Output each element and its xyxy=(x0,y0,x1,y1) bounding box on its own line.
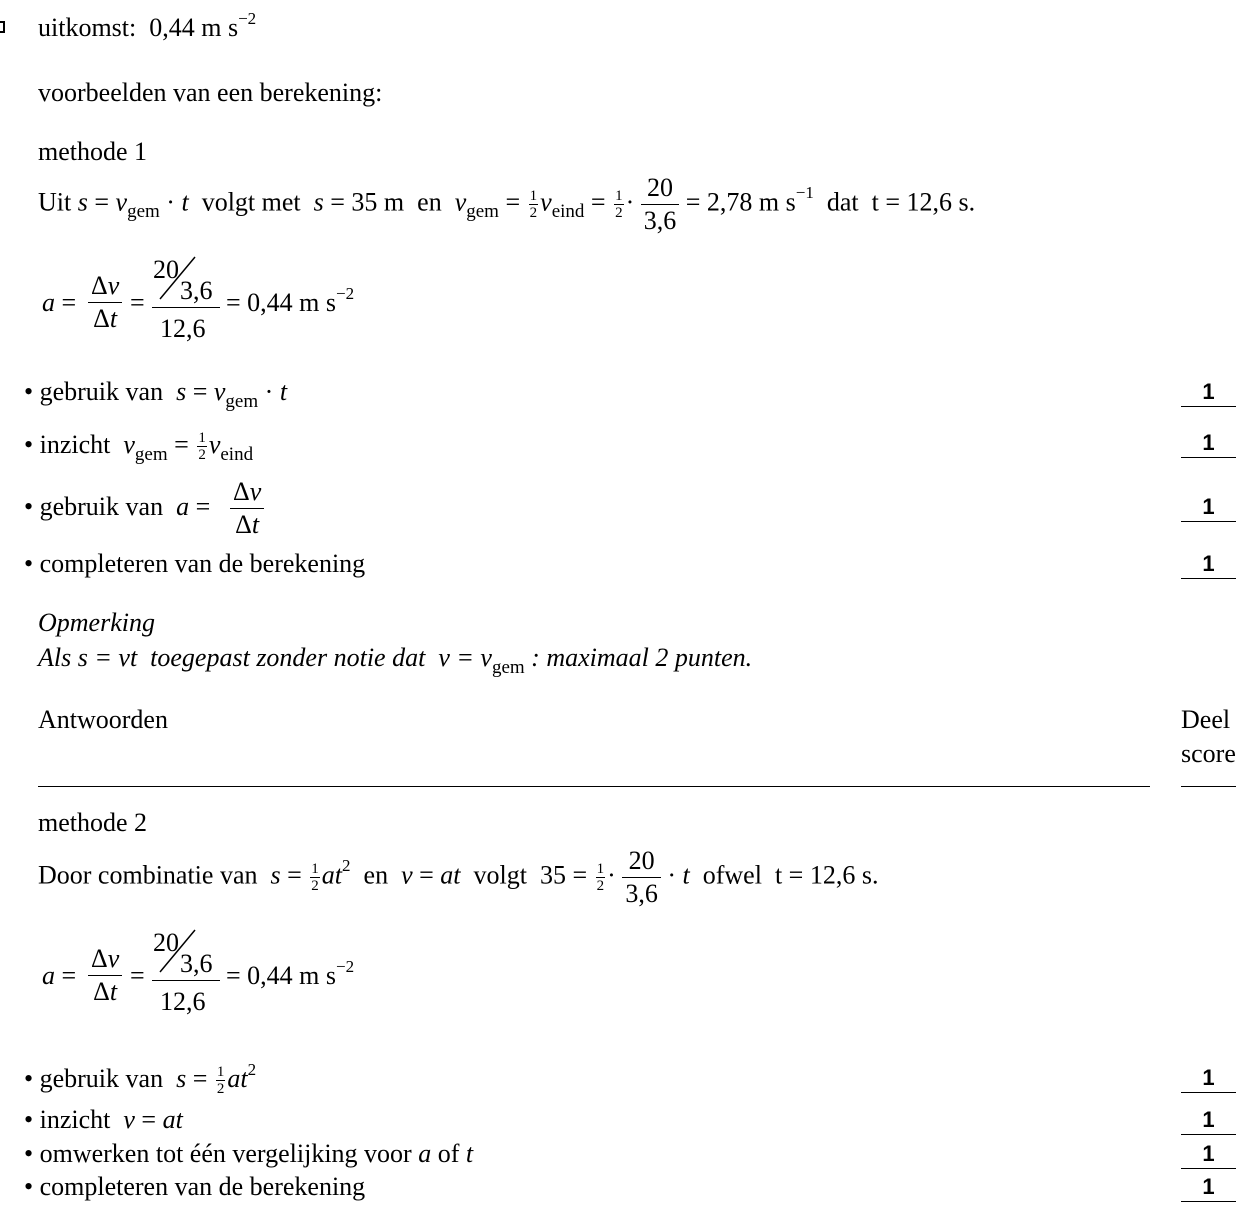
method2-frac-num: 20 xyxy=(628,846,655,875)
method1-dat: dat xyxy=(826,187,859,217)
method1-slash-twenty: 20 xyxy=(153,255,179,284)
method1-eq2: = xyxy=(130,288,145,317)
intro-text: voorbeelden van een berekening: xyxy=(38,78,383,107)
criterion2-4-score: 1 xyxy=(1181,1176,1236,1202)
answers-heading: Antwoorden xyxy=(38,705,168,734)
criterion1-3-score: 1 xyxy=(1181,496,1236,522)
criterion1-3-delta-frac: $\frac{\Delta v}{\Delta t}$ xyxy=(230,479,264,538)
criterion2-3-var-t: t xyxy=(465,1139,474,1168)
remark-part3: : maximaal 2 punten. xyxy=(531,643,753,672)
criterion2-2: • inzicht v = at xyxy=(24,1105,183,1134)
outcome-value: 0,44 xyxy=(149,13,195,42)
method1-slash-den: 3,6 xyxy=(180,276,213,305)
criterion2-3-text: omwerken tot één vergelijking voor xyxy=(39,1139,412,1168)
method2-a-den: 12,6 xyxy=(160,987,206,1016)
method2-or: ofwel xyxy=(702,860,762,890)
remark-text: Als s = vt toegepast zonder notie dat $v = v_{gem}$ : maximaal 2 punten. xyxy=(38,643,753,678)
method2-and: en xyxy=(363,860,389,890)
method1-t-result: t = 12,6 s. xyxy=(871,187,976,217)
score-rule xyxy=(1181,786,1236,787)
score-heading-line1: Deel xyxy=(1181,705,1231,734)
method2-a-equation: a = xyxy=(42,961,77,990)
criterion2-2-score: 1 xyxy=(1181,1109,1236,1135)
method2-delta-frac: $\frac{\Delta v}{\Delta t}$ xyxy=(88,946,122,1005)
criterion1-2-score: 1 xyxy=(1181,432,1236,458)
criterion2-3: • omwerken tot één vergelijking voor a of t xyxy=(24,1139,474,1168)
method2-35: 35 xyxy=(539,860,566,890)
method2-slash-den: 3,6 xyxy=(180,949,213,978)
criterion2-1: • gebruik van s = $\frac{1}{2}$ $at^2$ xyxy=(24,1059,257,1097)
method2-a-result xyxy=(226,957,355,990)
method2-main-frac-bar xyxy=(152,980,220,981)
method1-frac-den: 3,6 xyxy=(641,204,680,234)
method1-a-den: 12,6 xyxy=(160,314,206,343)
answers-rule xyxy=(38,786,1150,787)
method1-uit: Uit xyxy=(38,187,72,217)
method2-slash-twenty: 20 xyxy=(153,928,179,957)
method1-delta-frac: $\frac{\Delta v}{\Delta t}$ xyxy=(88,273,122,332)
criterion2-3-var-a: a xyxy=(418,1139,432,1168)
method1-main-frac-bar xyxy=(152,307,220,308)
method2-a-exp: −2 xyxy=(336,957,355,976)
method1-formula-line: Uit $s = v_{gem} \cdot t$ volgt met s = 35 m en $v_{gem}$ = $\frac{1}{2}$ $v_{eind}$ = $\frac{1}{2}$ · $\frac{20}{3,6}$ = 2,78 m $s^{-1}$ dat t = 12,6 s. xyxy=(38,173,976,235)
criterion2-3-score: 1 xyxy=(1181,1143,1236,1169)
method2-title: methode 2 xyxy=(38,808,148,837)
method1-v-result: = 2,78 m s xyxy=(685,187,796,217)
criterion2-4-text: completeren van de berekening xyxy=(39,1172,366,1201)
outcome-exponent: −2 xyxy=(238,9,257,28)
criterion1-1-text: gebruik van xyxy=(39,377,164,406)
method2-follows: volgt xyxy=(473,860,527,890)
criterion1-4-score: 1 xyxy=(1181,553,1236,579)
method1-follows: volgt met xyxy=(201,187,301,217)
method1-frac-num: 20 xyxy=(647,173,673,202)
method2-a-result-text: = 0,44 m s xyxy=(226,961,337,990)
outcome-line xyxy=(38,9,257,42)
criterion2-1-text: gebruik van xyxy=(39,1063,164,1093)
remark-part2: toegepast zonder notie dat xyxy=(150,643,426,672)
method1-a-exp: −2 xyxy=(336,284,355,303)
criterion1-4-text: completeren van de berekening xyxy=(39,549,366,578)
criterion1-1: • gebruik van $s = v_{gem} \cdot t$ xyxy=(24,377,288,412)
method1-a-equation: a = xyxy=(42,288,77,317)
method2-start: Door combinatie van xyxy=(38,860,258,890)
question-marker-box xyxy=(0,21,5,33)
outcome-label: uitkomst: xyxy=(38,13,137,42)
method2-frac-den: 3,6 xyxy=(622,877,661,907)
method1-a-result-text: = 0,44 m s xyxy=(226,288,337,317)
criterion1-3-text: gebruik van xyxy=(39,492,164,521)
score-heading-line2: score xyxy=(1181,739,1236,768)
criterion2-3-of: of xyxy=(437,1139,460,1168)
criterion1-2: • inzicht $v_{gem}$ = $\frac{1}{2}$ $v_{eind}$ xyxy=(24,430,254,465)
method1-title: methode 1 xyxy=(38,137,148,166)
criterion1-3: • gebruik van a = xyxy=(24,492,211,521)
method1-a-result xyxy=(226,284,355,317)
method1-v-exp: −1 xyxy=(795,183,814,203)
method2-eq2: = xyxy=(130,961,145,990)
method2-t-result: t = 12,6 s. xyxy=(774,860,879,890)
method2-formula-line: Door combinatie van s = $\frac{1}{2}$ $at^2$ en v = at volgt 35 = $\frac{1}{2}$ · $\frac{20}{3,6}$ · t ofwel t = 12,6 s. xyxy=(38,846,879,908)
criterion2-1-score: 1 xyxy=(1181,1067,1236,1093)
criterion2-4: • completeren van de berekening xyxy=(24,1172,366,1201)
outcome-unit: m s xyxy=(201,13,239,42)
remark-title: Opmerking xyxy=(38,608,155,637)
criterion1-4: • completeren van de berekening xyxy=(24,549,366,578)
criterion2-2-text: inzicht xyxy=(39,1105,111,1134)
method1-and: en xyxy=(417,187,442,217)
criterion1-1-score: 1 xyxy=(1181,381,1236,407)
criterion1-2-text: inzicht xyxy=(39,430,111,459)
remark-part1: Als xyxy=(38,643,72,672)
